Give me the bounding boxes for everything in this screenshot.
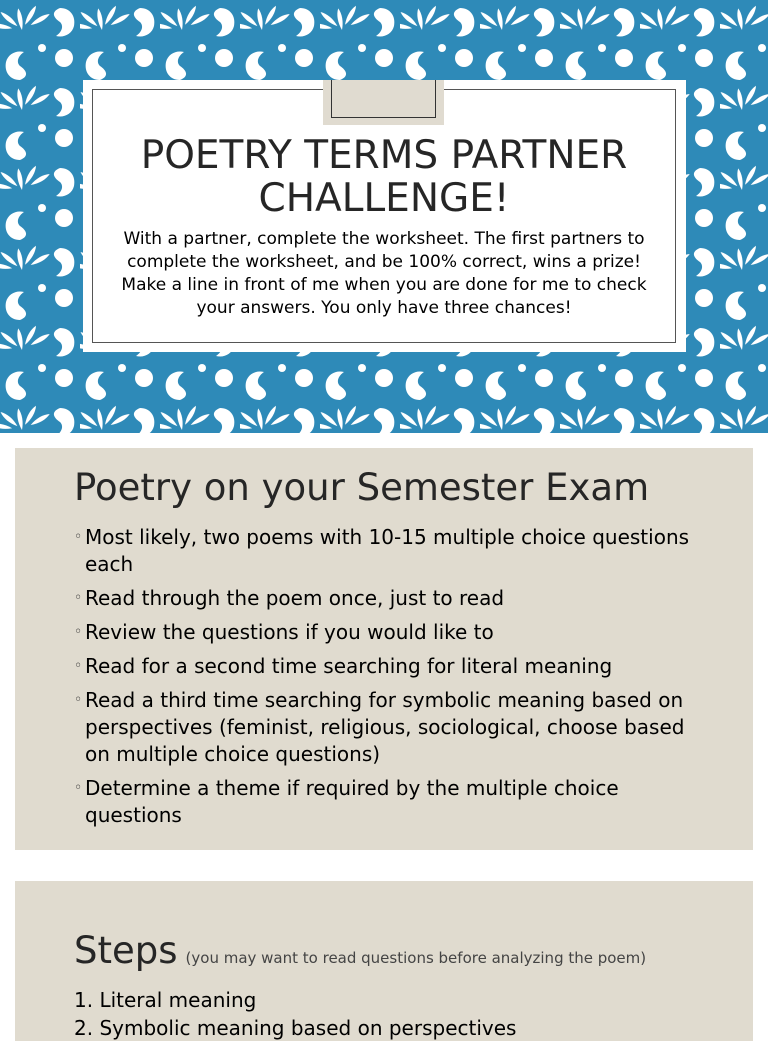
list-item: ◦ Determine a theme if required by the multiple choice questions bbox=[74, 776, 619, 827]
semester-exam-slide bbox=[15, 448, 753, 850]
slide-title: POETRY TERMS PARTNER CHALLENGE! bbox=[140, 133, 628, 221]
list-item: 1. Literal meaning bbox=[74, 988, 257, 1012]
steps-slide bbox=[15, 881, 753, 1041]
title-tab-inner bbox=[331, 80, 436, 118]
bullet-marker: ◦ bbox=[74, 529, 83, 545]
list-item: ◦ Read through the poem once, just to read bbox=[74, 586, 505, 610]
title-slide bbox=[0, 0, 768, 433]
list-item: ◦ Read for a second time searching for literal meaning bbox=[74, 654, 613, 678]
bullet-marker: ◦ bbox=[74, 590, 83, 606]
bullet-marker: ◦ bbox=[74, 624, 83, 640]
steps-note: (you may want to read questions before analyzing the poem) bbox=[185, 949, 647, 967]
slide-heading bbox=[74, 929, 646, 972]
list-item: ◦ Most likely, two poems with 10-15 multiple choice questions each bbox=[74, 525, 690, 576]
steps-title: Steps bbox=[74, 929, 178, 972]
bullet-marker: ◦ bbox=[74, 692, 83, 708]
bullet-marker: ◦ bbox=[74, 658, 83, 674]
list-item: ◦ Read a third time searching for symbolic meaning based on perspectives (feminist, religious, sociological, choose based on multiple choice questions) bbox=[74, 688, 685, 766]
bullet-marker: ◦ bbox=[74, 780, 83, 796]
bullet-list bbox=[74, 524, 714, 836]
list-item: 2. Symbolic meaning based on perspectives bbox=[74, 1016, 517, 1040]
list-item: ◦ Review the questions if you would like to bbox=[74, 620, 494, 644]
slide-heading: Poetry on your Semester Exam bbox=[74, 466, 650, 509]
slide-subtitle: With a partner, complete the worksheet. The first partners to complete the worksheet, and be 100% correct, wins a prize! Make a line in front of me when you are done for me to check your answers. You only have three chances! bbox=[121, 229, 647, 318]
